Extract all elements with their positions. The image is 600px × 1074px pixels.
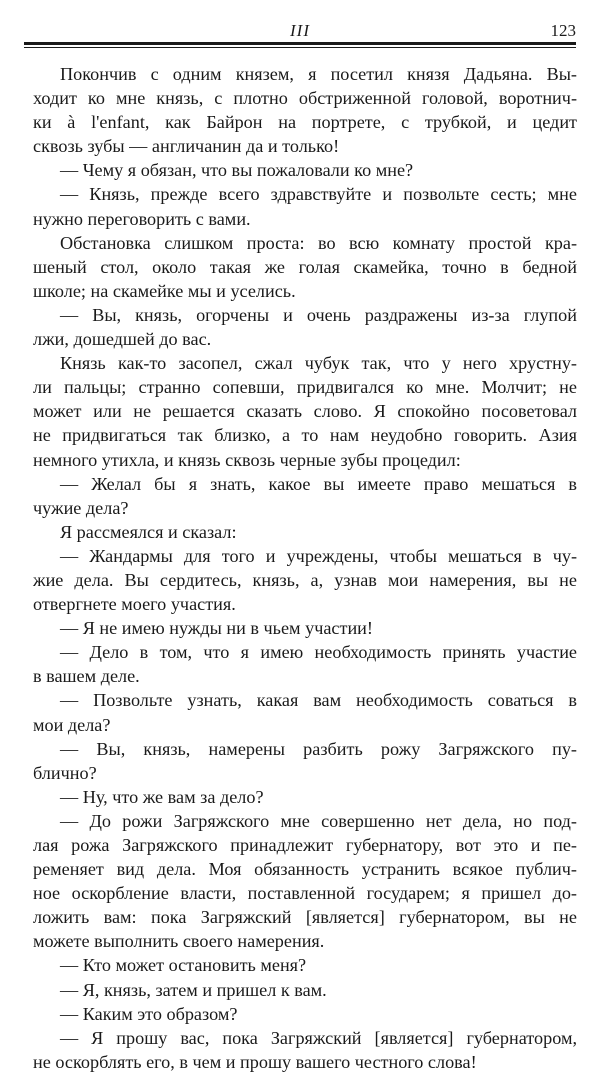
text-line: сквозь зубы — англичанин да и только!: [33, 136, 340, 157]
text-line: — Жандармы для того и учреждены, чтобы мешаться в чу-: [60, 545, 577, 566]
text-line: — Чему я обязан, что вы пожаловали ко мне?: [60, 160, 414, 181]
text-line: — Князь, прежде всего здравствуйте и позвольте сесть; мне: [60, 184, 577, 205]
text-line: не придвигаться так близко, а то нам неудобно говорить. Азия: [33, 425, 577, 446]
text-line: ложить вам: пока Загряжский [является] губернатором, вы не: [33, 907, 577, 928]
text-line: — Ну, что же вам за дело?: [60, 786, 264, 807]
text-line: Я рассмеялся и сказал:: [60, 521, 237, 542]
header-rule-thin: [24, 47, 576, 48]
text-line: — Я не имею нужды ни в чьем участии!: [60, 618, 373, 639]
header-rule-thick: [24, 42, 576, 45]
text-line: ки à l'enfant, как Байрон на портрете, с трубкой, и цедит: [33, 112, 577, 133]
text-line: может или не решается сказать слово. Я спокойно посоветовал: [33, 401, 577, 422]
text-line: ное оскорбление власти, поставленной государем; я пришел до-: [33, 883, 577, 904]
text-line: — Кто может остановить меня?: [60, 955, 307, 976]
text-line: — Я, князь, затем и пришел к вам.: [60, 979, 327, 1000]
text-line: Князь как-то засопел, сжал чубук так, что у него хрустну-: [60, 353, 577, 374]
text-line: нужно переговорить с вами.: [33, 208, 251, 229]
text-line: школе; на скамейке мы и уселись.: [33, 280, 296, 301]
text-line: не оскорблять его, в чем и прошу вашего честного слова!: [33, 1051, 477, 1072]
text-line: ли пальцы; странно сопевши, придвигался ко мне. Молчит; не: [33, 377, 577, 398]
text-line: — Позвольте узнать, какая вам необходимость соваться в: [60, 690, 577, 711]
text-line: — Вы, князь, намерены разбить рожу Загряжского пу-: [60, 738, 577, 759]
text-line: — Дело в том, что я имею необходимость принять участие: [60, 642, 577, 663]
text-line: немного утихла, и князь сквозь черные зубы процедил:: [33, 449, 461, 470]
section-title: III: [290, 21, 310, 40]
text-line: мои дела?: [33, 714, 111, 735]
text-line: жие дела. Вы сердитесь, князь, а, узнав мои намерения, вы не: [33, 569, 577, 590]
text-line: можете выполнить своего намерения.: [33, 931, 325, 952]
text-line: отвергнете моего участия.: [33, 594, 236, 615]
text-line: шеный стол, около такая же голая скамейка, точно в бедной: [33, 256, 577, 277]
text-line: — Вы, князь, огорчены и очень раздражены из-за глупой: [60, 304, 577, 325]
text-line: в вашем деле.: [33, 666, 140, 687]
text-line: — Желал бы я знать, какое вы имеете право мешаться в: [60, 473, 577, 494]
text-line: — Я прошу вас, пока Загряжский [является] губернатором,: [60, 1027, 577, 1048]
text-line: Покончив с одним князем, я посетил князя Дадьяна. Вы-: [60, 64, 577, 84]
page-number: 123: [550, 21, 576, 40]
text-line: чужие дела?: [33, 497, 129, 518]
text-line: — До рожи Загряжского мне совершенно нет дела, но под-: [60, 810, 577, 831]
body-text: [33, 62, 577, 1074]
text-line: ременяет вид дела. Моя обязанность устранить всякое публич-: [33, 859, 577, 880]
text-line: — Каким это образом?: [60, 1003, 238, 1024]
text-line: лжи, дошедшей до вас.: [33, 329, 212, 350]
text-line: лая рожа Загряжского принадлежит губернатору, вот это и пе-: [33, 835, 577, 855]
text-line: ходит ко мне князь, с плотно обстриженной головой, воротнич-: [33, 88, 577, 109]
text-line: Обстановка слишком проста: во всю комнату простой кра-: [60, 232, 577, 253]
text-line: блично?: [33, 762, 97, 783]
